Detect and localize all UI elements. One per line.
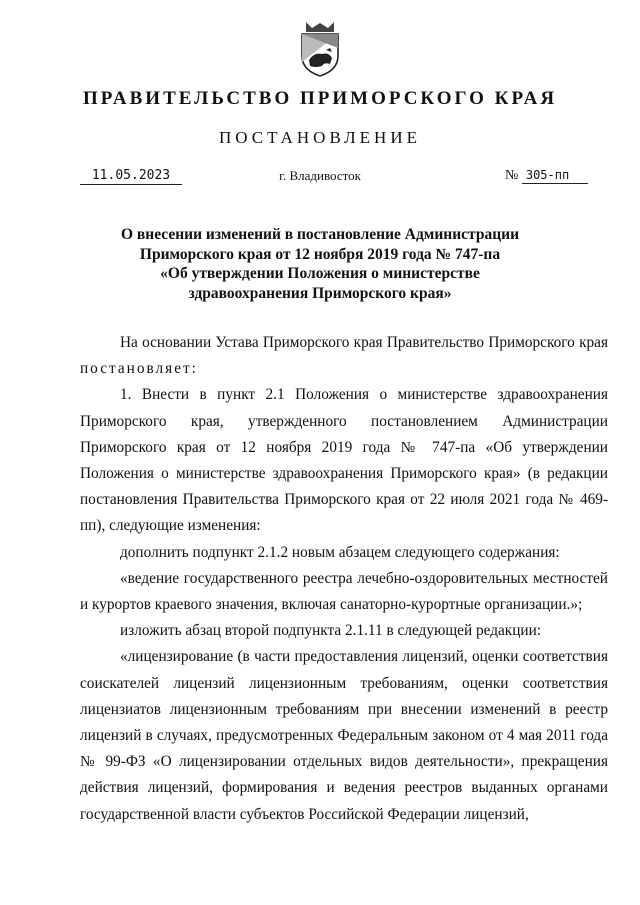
preamble-text: На основании Устава Приморского края Правительство Приморского края <box>120 334 608 351</box>
paragraph-item-1: 1. Внести в пункт 2.1 Положения о министерстве здравоохранения Приморского края, утвержденного постановлением Администрации Приморского края от 12 ноября 2019 года № 747-па «Об утверждении Положения о министерстве здравоохранения Приморского края» (в редакции постановления Правительства Приморского края от 22 июля 2021 года № 469-пп), следующие изменения: <box>80 386 608 535</box>
document-city: г. Владивосток <box>279 168 361 183</box>
document-meta <box>0 168 640 188</box>
subject-line: Приморского края от 12 ноября 2019 года № 747-па <box>139 245 501 263</box>
document-subject <box>120 225 520 303</box>
subject-line: «Об утверждении Положения о министерстве <box>160 265 480 282</box>
paragraph-amendment-intro: дополнить подпункт 2.1.2 новым абзацем следующего содержания: <box>120 543 560 561</box>
paragraph-amendment-intro: изложить абзац второй подпункта 2.1.11 в следующей редакции: <box>120 622 542 640</box>
subject-line: здравоохранения Приморского края» <box>188 284 452 302</box>
subject-line: О внесении изменений в постановление Администрации <box>120 226 519 243</box>
document-date: 11.05.2023 <box>80 168 182 185</box>
paragraph-preamble <box>80 330 608 382</box>
document-number <box>505 168 588 184</box>
paragraph-amendment-text: «лицензирование (в части предоставления лицензий, оценки соответствия соискателей лицензий лицензионным требованиям, оценки соответствия лицензиатов лицензионным требованиям при внесении изменений в реестр лицензий в случаях, предусмотренных Федеральным законом от 4 мая 2011 года № 99-ФЗ «О лицензировании отдельных видов деятельности», прекращения действия лицензий, формирования и ведения реестров выданных органами государственной власти субъектов Российской Федерации лицензий, <box>80 648 608 823</box>
preamble-verb: постановляет: <box>80 360 198 378</box>
paragraph-amendment-text: «ведение государственного реестра лечебно-оздоровительных местностей и курортов краевого значения, включая санаторно-курортные организации.»; <box>80 569 608 614</box>
coat-of-arms-icon <box>296 18 344 78</box>
document-type: ПОСТАНОВЛЕНИЕ <box>218 128 421 147</box>
number-value: 305-пп <box>522 168 588 184</box>
organization-title: ПРАВИТЕЛЬСТВО ПРИМОРСКОГО КРАЯ <box>82 88 558 109</box>
document-body <box>80 330 608 828</box>
number-label: № <box>505 168 519 183</box>
